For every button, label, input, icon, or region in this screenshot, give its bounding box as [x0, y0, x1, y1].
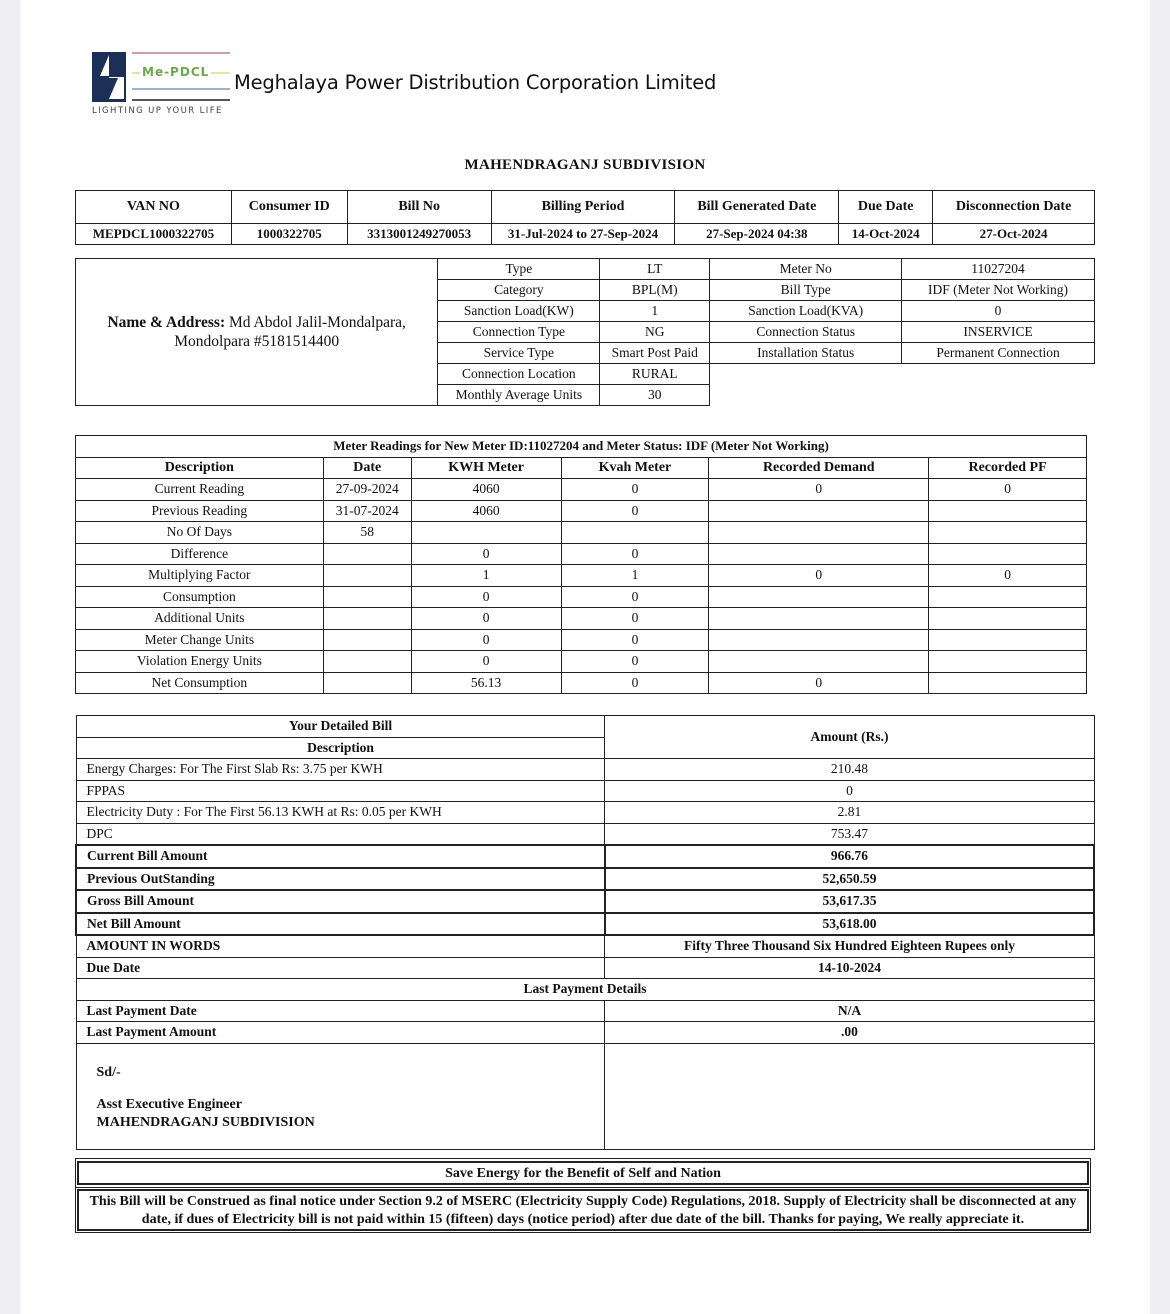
detail-value: NG [600, 322, 710, 343]
meter-readings-caption: Meter Readings for New Meter ID:11027204 and Meter Status: IDF (Meter Not Working) [76, 436, 1087, 458]
slogan-banner: Save Energy for the Benefit of Self and Nation [77, 1161, 1089, 1185]
meter-cell-description: Current Reading [76, 479, 324, 501]
bill-page [20, 0, 1150, 1314]
meter-reading-row [76, 522, 1087, 544]
amount-in-words-label: AMOUNT IN WORDS [76, 935, 605, 957]
detail-value: LT [600, 259, 710, 280]
detail-label: Installation Status [710, 343, 902, 364]
header-kvah-meter: Kvah Meter [561, 457, 709, 479]
meter-cell-recorded-pf [929, 651, 1087, 673]
detail-value: IDF (Meter Not Working) [902, 280, 1095, 301]
meter-cell-kwh-meter: 56.13 [411, 672, 561, 694]
charge-amount: 2.81 [605, 802, 1094, 824]
meter-cell-date [323, 565, 411, 587]
total-label: Net Bill Amount [76, 913, 605, 936]
total-amount: 52,650.59 [605, 868, 1094, 891]
total-row-net-bill [76, 913, 1094, 936]
description-header: Description [76, 737, 605, 759]
meter-cell-recorded-demand [709, 500, 929, 522]
meter-cell-date [323, 608, 411, 630]
meter-reading-row [76, 608, 1087, 630]
meter-cell-kvah-meter: 0 [561, 500, 709, 522]
detail-label: Monthly Average Units [438, 385, 600, 406]
detail-value: 30 [600, 385, 710, 406]
meter-cell-recorded-demand [709, 608, 929, 630]
amount-in-words-row [76, 935, 1094, 957]
charge-row [76, 823, 1094, 845]
bill-summary-table [75, 190, 1095, 245]
meter-cell-description: Additional Units [76, 608, 324, 630]
meter-reading-row [76, 543, 1087, 565]
meter-cell-recorded-demand [709, 543, 929, 565]
header-bill-no: Bill No [347, 191, 491, 224]
charge-row [76, 780, 1094, 802]
summary-header-row [76, 191, 1095, 224]
meter-cell-kwh-meter: 0 [411, 651, 561, 673]
meter-cell-kwh-meter: 0 [411, 586, 561, 608]
detail-label: Connection Location [438, 364, 600, 385]
meter-header-row [76, 457, 1087, 479]
bill-title-row [76, 716, 1094, 738]
last-payment-date-label: Last Payment Date [76, 1000, 605, 1022]
detail-label: Connection Type [438, 322, 600, 343]
detail-label: Sanction Load(KVA) [710, 301, 902, 322]
meter-cell-kwh-meter: 1 [411, 565, 561, 587]
meter-reading-row [76, 565, 1087, 587]
detailed-bill-table [75, 715, 1095, 1150]
detail-value: 0 [902, 301, 1095, 322]
charge-row [76, 802, 1094, 824]
meter-cell-description: Net Consumption [76, 672, 324, 694]
header-due-date: Due Date [839, 191, 933, 224]
meter-cell-description: Multiplying Factor [76, 565, 324, 587]
charge-row [76, 759, 1094, 781]
detail-value: 11027204 [902, 259, 1095, 280]
detail-value: Permanent Connection [902, 343, 1095, 364]
signature-cell [76, 1043, 605, 1149]
meter-cell-kwh-meter: 0 [411, 543, 561, 565]
empty-cell [710, 364, 1095, 385]
meter-cell-kwh-meter: 0 [411, 608, 561, 630]
meter-cell-recorded-pf [929, 500, 1087, 522]
last-payment-amount: .00 [605, 1022, 1094, 1044]
total-label: Previous OutStanding [76, 868, 605, 891]
meter-reading-row [76, 629, 1087, 651]
meter-cell-date [323, 651, 411, 673]
signature-row [76, 1043, 1094, 1149]
last-payment-date-row [76, 1000, 1094, 1022]
last-payment-date: N/A [605, 1000, 1094, 1022]
consumer-details-table [75, 258, 1095, 406]
meter-cell-kvah-meter: 0 [561, 672, 709, 694]
company-logo [92, 52, 232, 118]
meter-cell-description: Consumption [76, 586, 324, 608]
due-date-row [76, 957, 1094, 979]
last-payment-title-row [76, 979, 1094, 1001]
meter-cell-recorded-demand: 0 [709, 672, 929, 694]
meter-readings-table [75, 435, 1087, 694]
last-payment-amount-label: Last Payment Amount [76, 1022, 605, 1044]
total-amount: 53,617.35 [605, 890, 1094, 913]
charge-label: FPPAS [76, 780, 605, 802]
billing-period: 31-Jul-2024 to 27-Sep-2024 [491, 224, 675, 245]
meter-cell-date: 27-09-2024 [323, 479, 411, 501]
header-disconnection-date: Disconnection Date [933, 191, 1095, 224]
charge-amount: 210.48 [605, 759, 1094, 781]
meter-cell-recorded-demand: 0 [709, 479, 929, 501]
meter-cell-kvah-meter: 0 [561, 651, 709, 673]
detail-value: RURAL [600, 364, 710, 385]
empty-cell [710, 385, 1095, 406]
header-date: Date [323, 457, 411, 479]
header-billing-period: Billing Period [491, 191, 675, 224]
meter-cell-description: Previous Reading [76, 500, 324, 522]
header-van-no: VAN NO [76, 191, 232, 224]
due-date: 14-Oct-2024 [839, 224, 933, 245]
meter-cell-date [323, 543, 411, 565]
meter-cell-recorded-pf [929, 672, 1087, 694]
meter-cell-description: No Of Days [76, 522, 324, 544]
bill-no: 3313001249270053 [347, 224, 491, 245]
detail-label: Connection Status [710, 322, 902, 343]
header-description: Description [76, 457, 324, 479]
meter-cell-kvah-meter: 0 [561, 629, 709, 651]
meter-reading-row [76, 479, 1087, 501]
van-no: MEPDCL1000322705 [76, 224, 232, 245]
meter-rows [76, 479, 1087, 694]
meter-cell-kvah-meter: 0 [561, 608, 709, 630]
logo-text: Me-PDCL [142, 65, 210, 79]
meter-cell-kwh-meter: 4060 [411, 479, 561, 501]
meter-cell-recorded-demand [709, 651, 929, 673]
notice-banner: This Bill will be Construed as final notice under Section 9.2 of MSERC (Electricity Supply Code) Regulations, 2018. Supply of Electricity shall be disconnected at any date, if dues of Electricity bill is not paid within 15 (fifteen) days (notice period) after due date of the bill. Thanks for paying, We really appreciate it. [77, 1189, 1089, 1231]
consumer-id: 1000322705 [231, 224, 347, 245]
disconnection-date: 27-Oct-2024 [933, 224, 1095, 245]
bill-generated-date: 27-Sep-2024 04:38 [675, 224, 839, 245]
signature-office: MAHENDRAGANJ SUBDIVISION [96, 1114, 315, 1130]
name-address-value: Md Abdol Jalil-Mondalpara, Mondolpara #5181514400 [174, 314, 406, 350]
meter-reading-row [76, 672, 1087, 694]
meter-cell-date [323, 672, 411, 694]
meter-cell-kvah-meter [561, 522, 709, 544]
detailed-bill-title: Your Detailed Bill [76, 716, 605, 738]
meter-cell-date [323, 629, 411, 651]
bill-due-date: 14-10-2024 [605, 957, 1094, 979]
meter-cell-description: Meter Change Units [76, 629, 324, 651]
meter-cell-recorded-demand: 0 [709, 565, 929, 587]
meter-cell-kwh-meter [411, 522, 561, 544]
meter-cell-description: Difference [76, 543, 324, 565]
subdivision-title: MAHENDRAGANJ SUBDIVISION [464, 157, 706, 173]
consumer-row [76, 259, 1095, 280]
meter-cell-kvah-meter: 1 [561, 565, 709, 587]
company-name: Meghalaya Power Distribution Corporation Limited [234, 71, 717, 94]
charge-amount: 753.47 [605, 823, 1094, 845]
logo-mark-icon [92, 52, 126, 102]
total-row-current-bill [76, 845, 1094, 868]
meter-cell-recorded-pf [929, 543, 1087, 565]
detail-value: INSERVICE [902, 322, 1095, 343]
meter-cell-recorded-pf: 0 [929, 565, 1087, 587]
header-consumer-id: Consumer ID [231, 191, 347, 224]
charge-label: Energy Charges: For The First Slab Rs: 3.75 per KWH [76, 759, 605, 781]
meter-cell-kvah-meter: 0 [561, 543, 709, 565]
header-bill-generated-date: Bill Generated Date [675, 191, 839, 224]
total-amount: 966.76 [605, 845, 1094, 868]
header-recorded-demand: Recorded Demand [709, 457, 929, 479]
meter-cell-recorded-pf [929, 629, 1087, 651]
meter-cell-recorded-pf [929, 608, 1087, 630]
meter-caption-row [76, 436, 1087, 458]
amount-header: Amount (Rs.) [605, 716, 1094, 759]
meter-cell-recorded-demand [709, 629, 929, 651]
charge-amount: 0 [605, 780, 1094, 802]
signature-designation: Asst Executive Engineer [96, 1096, 242, 1112]
meter-cell-date [323, 586, 411, 608]
due-date-label: Due Date [76, 957, 605, 979]
meter-cell-kwh-meter: 4060 [411, 500, 561, 522]
total-label: Current Bill Amount [76, 845, 605, 868]
meter-reading-row [76, 500, 1087, 522]
meter-reading-row [76, 586, 1087, 608]
total-row-gross-bill [76, 890, 1094, 913]
summary-value-row [76, 224, 1095, 245]
signature-empty-cell [605, 1043, 1094, 1149]
total-label: Gross Bill Amount [76, 890, 605, 913]
last-payment-amount-row [76, 1022, 1094, 1044]
signature-sd: Sd/- [96, 1064, 121, 1080]
charge-label: Electricity Duty : For The First 56.13 KWH at Rs: 0.05 per KWH [76, 802, 605, 824]
detail-value: BPL(M) [600, 280, 710, 301]
detail-label: Sanction Load(KW) [438, 301, 600, 322]
detail-value: 1 [600, 301, 710, 322]
meter-cell-recorded-demand [709, 586, 929, 608]
detail-label: Type [438, 259, 600, 280]
amount-in-words: Fifty Three Thousand Six Hundred Eighteen Rupees only [605, 935, 1094, 957]
meter-cell-date: 31-07-2024 [323, 500, 411, 522]
detail-label: Bill Type [710, 280, 902, 301]
meter-cell-recorded-pf [929, 522, 1087, 544]
meter-cell-recorded-pf: 0 [929, 479, 1087, 501]
detail-label: Meter No [710, 259, 902, 280]
detail-label: Service Type [438, 343, 600, 364]
name-address-cell [76, 259, 438, 406]
total-row-previous-outstanding [76, 868, 1094, 891]
meter-cell-kwh-meter: 0 [411, 629, 561, 651]
charge-label: DPC [76, 823, 605, 845]
meter-cell-kvah-meter: 0 [561, 479, 709, 501]
meter-reading-row [76, 651, 1087, 673]
detail-value: Smart Post Paid [600, 343, 710, 364]
name-address-label: Name & Address: [107, 314, 226, 331]
logo-tagline: LIGHTING UP YOUR LIFE [92, 106, 223, 116]
total-amount: 53,618.00 [605, 913, 1094, 936]
meter-cell-description: Violation Energy Units [76, 651, 324, 673]
meter-cell-date: 58 [323, 522, 411, 544]
header-kwh-meter: KWH Meter [411, 457, 561, 479]
last-payment-title: Last Payment Details [76, 979, 1094, 1001]
header-recorded-pf: Recorded PF [929, 457, 1087, 479]
meter-cell-kvah-meter: 0 [561, 586, 709, 608]
meter-cell-recorded-demand [709, 522, 929, 544]
meter-cell-recorded-pf [929, 586, 1087, 608]
detail-label: Category [438, 280, 600, 301]
